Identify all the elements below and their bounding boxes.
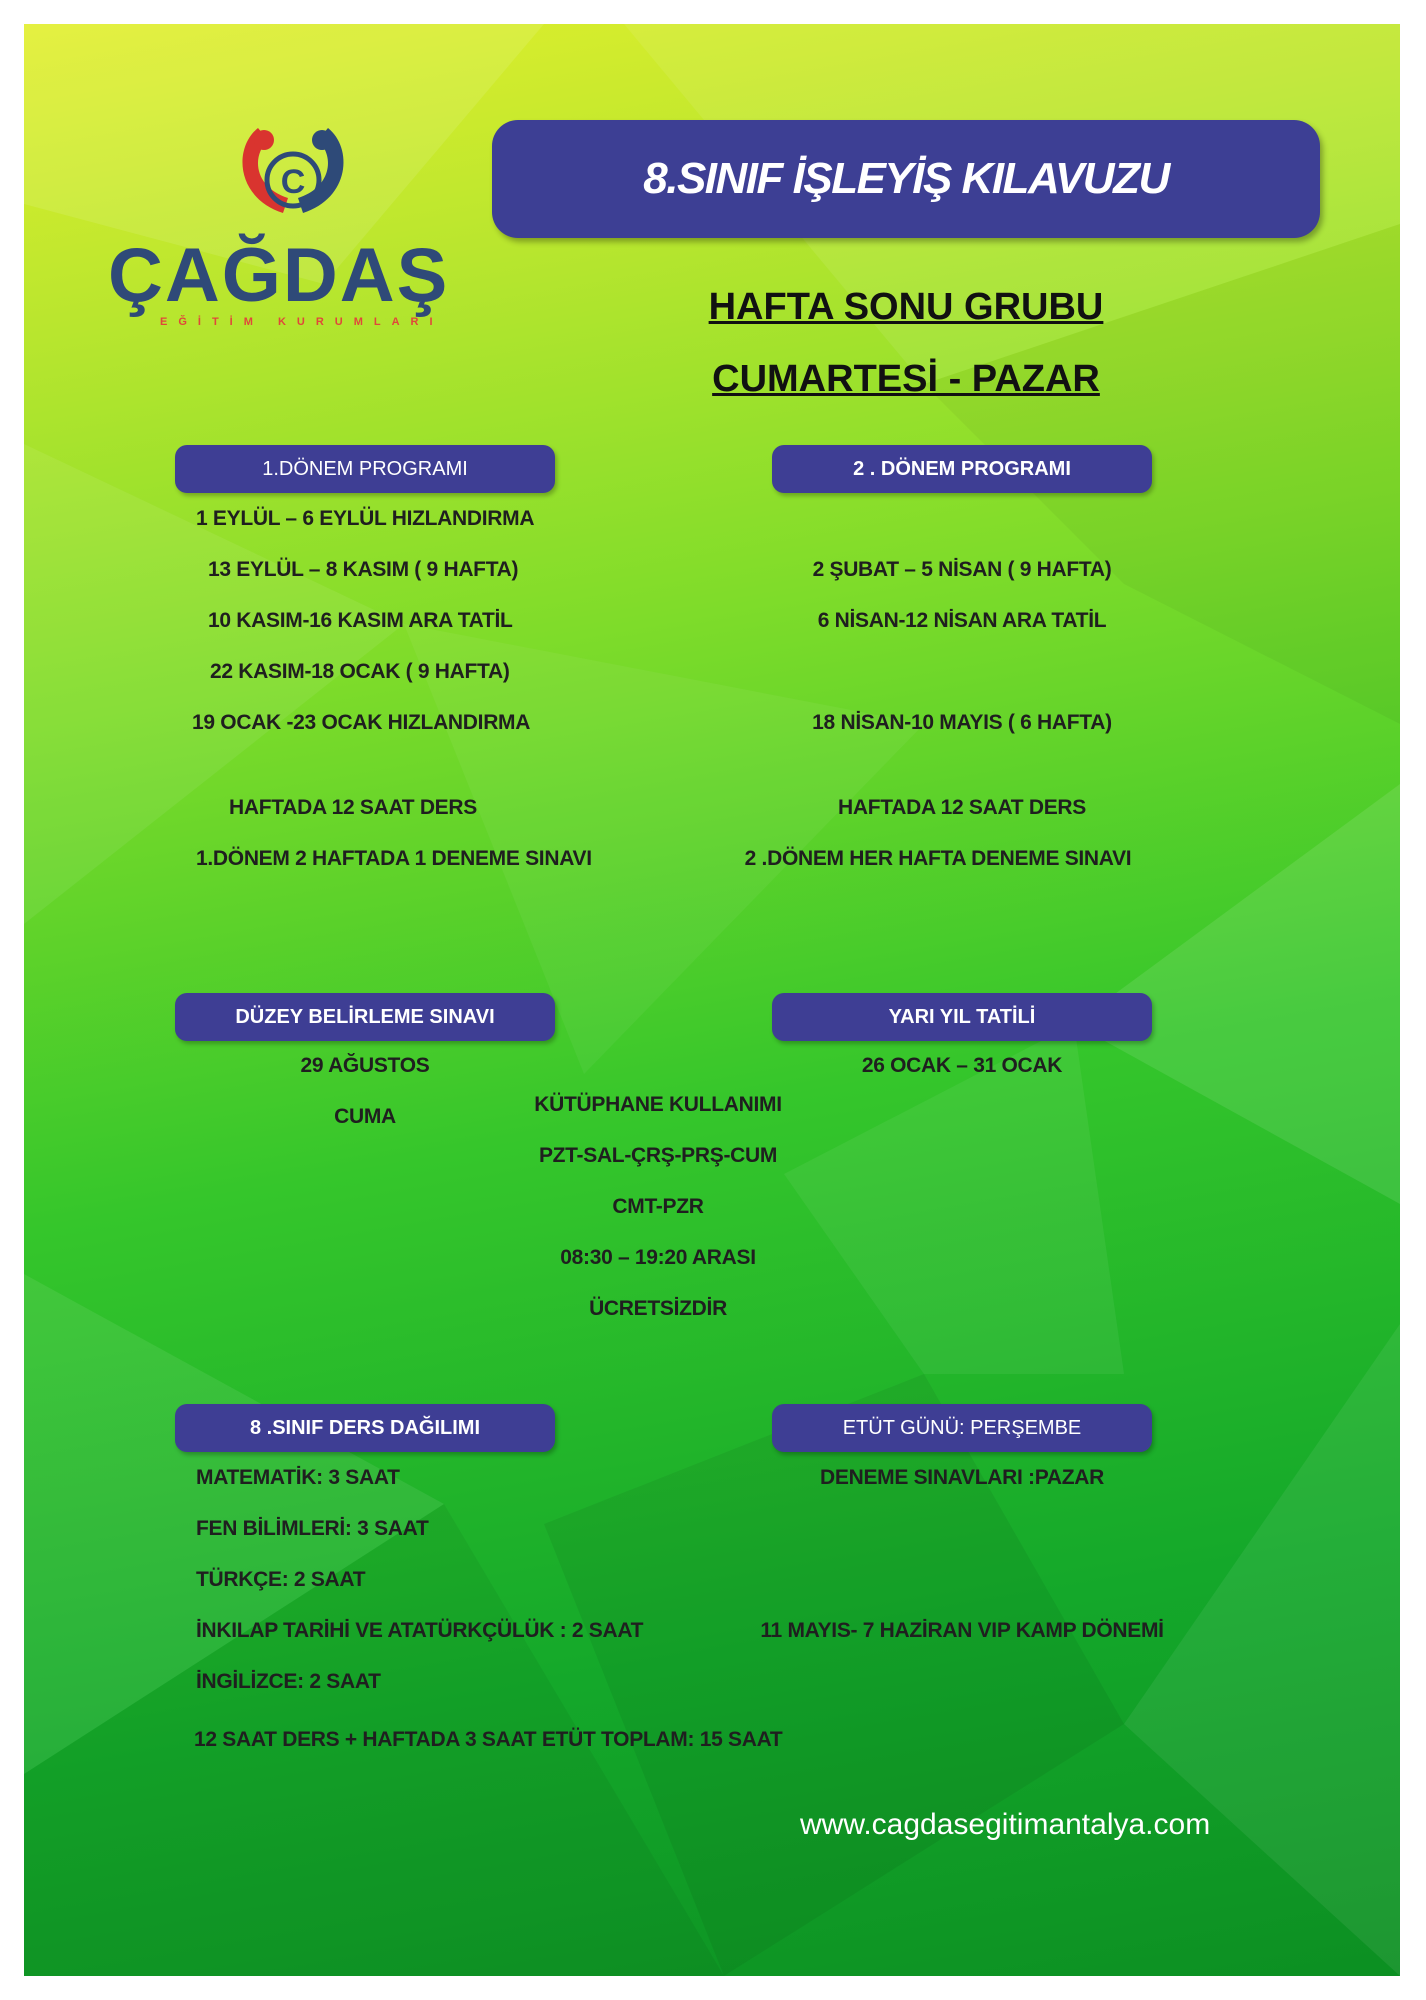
library-hours: 08:30 – 19:20 ARASI <box>560 1246 756 1269</box>
term1-line: 22 KASIM-18 OCAK ( 9 HAFTA) <box>210 660 510 683</box>
course-item: İNKILAP TARİHİ VE ATATÜRKÇÜLÜK : 2 SAAT <box>196 1619 644 1642</box>
days-title: CUMARTESİ - PAZAR <box>712 358 1100 400</box>
term1-line: 10 KASIM-16 KASIM ARA TATİL <box>208 609 513 632</box>
course-item: MATEMATİK: 3 SAAT <box>196 1466 400 1489</box>
course-item: FEN BİLİMLERİ: 3 SAAT <box>196 1517 429 1540</box>
term2-line: 2 ŞUBAT – 5 NİSAN ( 9 HAFTA) <box>812 558 1112 581</box>
course-item: İNGİLİZCE: 2 SAAT <box>196 1670 381 1693</box>
page-title: 8.SINIF İŞLEYİŞ KILAVUZU <box>492 120 1320 238</box>
term2-hours: HAFTADA 12 SAAT DERS <box>838 796 1086 819</box>
term2-exam: 2 .DÖNEM HER HAFTA DENEME SINAVI <box>744 847 1132 870</box>
course-item: TÜRKÇE: 2 SAAT <box>196 1568 366 1591</box>
term2-line: 18 NİSAN-10 MAYIS ( 6 HAFTA) <box>812 711 1112 734</box>
library-weekend: CMT-PZR <box>612 1195 704 1218</box>
courses-total: 12 SAAT DERS + HAFTADA 3 SAAT ETÜT TOPLAM: 15 SAAT <box>194 1728 783 1751</box>
library-weekdays: PZT-SAL-ÇRŞ-PRŞ-CUM <box>538 1144 778 1167</box>
logo-icon <box>228 118 358 228</box>
brand-name: ÇAĞDAŞ <box>108 233 450 318</box>
courses-heading: 8 .SINIF DERS DAĞILIMI <box>175 1404 555 1452</box>
study-exams: DENEME SINAVLARI :PAZAR <box>820 1466 1104 1489</box>
term1-line: 19 OCAK -23 OCAK HIZLANDIRMA <box>192 711 531 734</box>
break-dates: 26 OCAK – 31 OCAK <box>861 1054 1063 1077</box>
term2-line: 6 NİSAN-12 NİSAN ARA TATİL <box>817 609 1107 632</box>
placement-date: 29 AĞUSTOS <box>300 1054 430 1077</box>
study-camp: 11 MAYIS- 7 HAZİRAN VIP KAMP DÖNEMİ <box>760 1619 1164 1642</box>
svg-text:C: C <box>280 163 306 201</box>
term1-exam: 1.DÖNEM 2 HAFTADA 1 DENEME SINAVI <box>196 847 592 870</box>
break-heading: YARI YIL TATİLİ <box>772 993 1152 1041</box>
term1-hours: HAFTADA 12 SAAT DERS <box>229 796 477 819</box>
placement-day: CUMA <box>334 1105 396 1128</box>
group-title: HAFTA SONU GRUBU <box>708 286 1104 328</box>
brand-subtitle: EĞİTİM KURUMLARI <box>160 316 444 328</box>
website-link[interactable]: www.cagdasegitimantalya.com <box>800 1808 1211 1841</box>
library-title: KÜTÜPHANE KULLANIMI <box>534 1093 782 1116</box>
term1-heading: 1.DÖNEM PROGRAMI <box>175 445 555 493</box>
term1-line: 13 EYLÜL – 8 KASIM ( 9 HAFTA) <box>208 558 519 581</box>
library-price: ÜCRETSİZDİR <box>589 1297 727 1320</box>
study-heading: ETÜT GÜNÜ: PERŞEMBE <box>772 1404 1152 1452</box>
term1-line: 1 EYLÜL – 6 EYLÜL HIZLANDIRMA <box>196 507 535 530</box>
term2-heading: 2 . DÖNEM PROGRAMI <box>772 445 1152 493</box>
placement-heading: DÜZEY BELİRLEME SINAVI <box>175 993 555 1041</box>
